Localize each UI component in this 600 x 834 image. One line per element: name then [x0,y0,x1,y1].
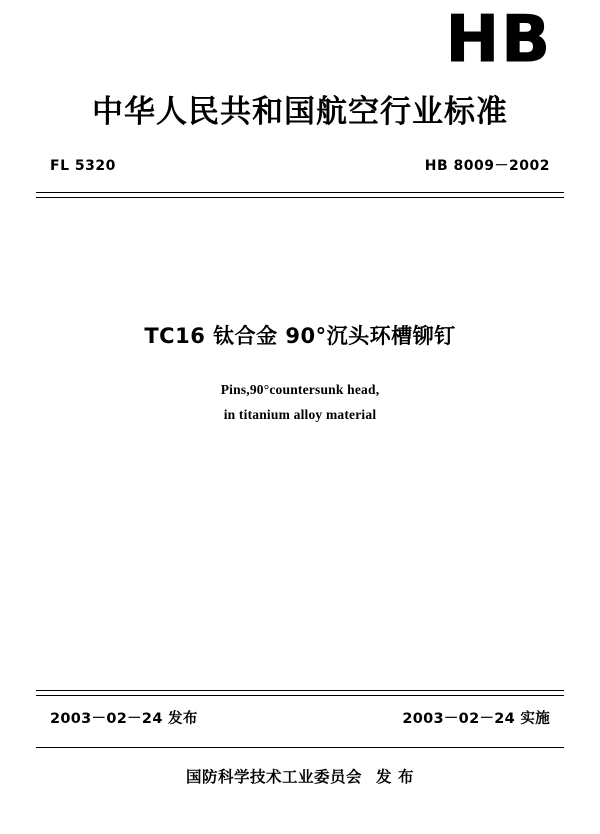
standard-number: HB 8009－2002 [424,158,550,174]
publisher-row [0,765,600,787]
organization-title: 中华人民共和国航空行业标准 [92,94,508,130]
divider-top-lower [36,197,564,198]
classification-code: FL 5320 [50,158,116,174]
standard-title-en-line1: Pins,90°countersunk head, [220,382,380,397]
hb-logo: HB [445,3,552,77]
publisher-name: 国防科学技术工业委员会 [186,768,363,786]
effective-date: 2003－02－24 实施 [402,711,550,727]
issue-date: 2003－02－24 发布 [50,711,198,727]
code-row [50,155,550,175]
publisher-action: 发 布 [376,768,414,786]
standard-title-cn: TC16 钛合金 90°沉头环槽铆钉 [144,324,456,348]
dates-row [50,707,550,728]
divider-bottom-upper [36,690,564,691]
standard-title-en [0,378,600,428]
divider-footer [36,747,564,748]
divider-top-upper [36,192,564,193]
divider-bottom-lower [36,695,564,696]
standard-title-en-line2: in titanium alloy material [223,406,377,422]
